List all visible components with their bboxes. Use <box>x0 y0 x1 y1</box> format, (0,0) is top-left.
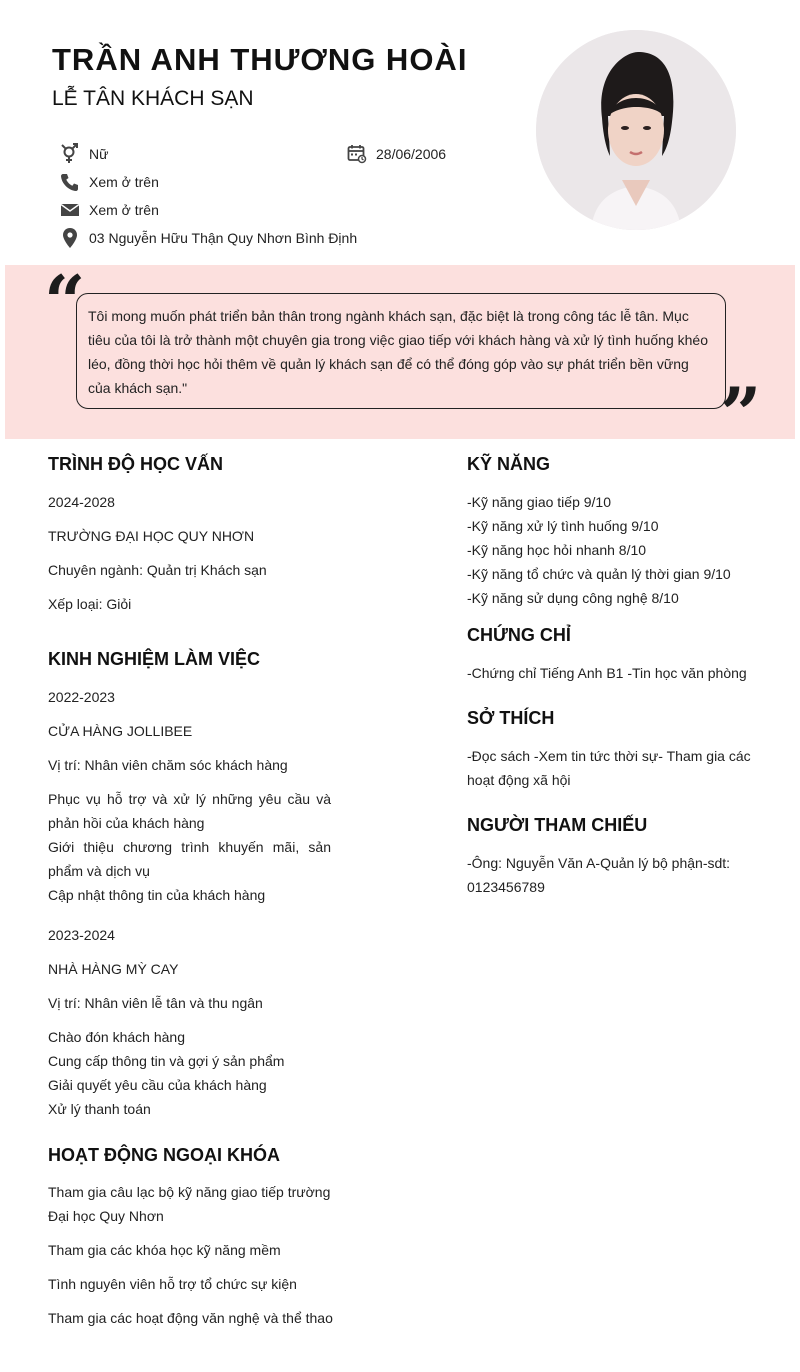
candidate-name: TRẦN ANH THƯƠNG HOÀI <box>52 42 468 77</box>
skills-title: KỸ NĂNG <box>467 454 551 474</box>
phone-icon <box>59 171 81 193</box>
skill-item: -Kỹ năng tổ chức và quản lý thời gian 9/10 <box>467 566 731 582</box>
address-row <box>59 227 357 249</box>
activity-item: Tham gia các hoạt động văn nghệ và thể thao <box>48 1310 333 1326</box>
job-company: CỬA HÀNG JOLLIBEE <box>48 723 193 739</box>
education-school: TRƯỜNG ĐẠI HỌC QUY NHƠN <box>48 528 255 544</box>
job-task: Giải quyết yêu cầu của khách hàng <box>48 1077 267 1093</box>
objective-text: Tôi mong muốn phát triển bản thân trong ngành khách sạn, đặc biệt là trong công tác lễ tân. Mục tiêu của tôi là trở thành một chuyên gia trong việc giao tiếp với khách hàng và xử lý tình huống khéo léo, đồng thời học hỏi thêm về quản lý khách sạn để có thể đóng góp vào sự phát triển bền vững của khách sạn." <box>76 293 726 409</box>
location-pin-icon <box>59 227 81 249</box>
phone-row <box>59 171 159 193</box>
certificates-title: CHỨNG CHỈ <box>467 625 571 645</box>
address-value: 03 Nguyễn Hữu Thận Quy Nhơn Bình Định <box>89 230 358 246</box>
skill-item: -Kỹ năng sử dụng công nghệ 8/10 <box>467 590 679 606</box>
hobbies-text: -Đọc sách -Xem tin tức thời sự- Tham gia các hoạt động xã hội <box>467 748 751 788</box>
activities-title: HOẠT ĐỘNG NGOẠI KHÓA <box>48 1145 280 1165</box>
job-position: Vị trí: Nhân viên lễ tân và thu ngân <box>48 995 263 1011</box>
references-text: -Ông: Nguyễn Văn A-Quản lý bộ phận-sdt: 0123456789 <box>467 855 731 895</box>
envelope-icon <box>59 199 81 221</box>
job-task: Chào đón khách hàng <box>48 1029 185 1045</box>
education-title: TRÌNH ĐỘ HỌC VẤN <box>48 454 223 474</box>
job-position: Vị trí: Nhân viên chăm sóc khách hàng <box>48 757 288 773</box>
education-major: Chuyên ngành: Quản trị Khách sạn <box>48 562 267 578</box>
profile-photo <box>536 30 736 230</box>
education-period: 2024-2028 <box>48 494 115 510</box>
gender-icon <box>59 143 81 165</box>
experience-title: KINH NGHIỆM LÀM VIỆC <box>48 649 261 669</box>
phone-value: Xem ở trên <box>89 174 159 190</box>
job-task: Giới thiệu chương trình khuyến mãi, sản phẩm và dịch vụ <box>48 839 331 879</box>
birthdate-value: 28/06/2006 <box>376 146 447 162</box>
email-row <box>59 199 159 221</box>
skill-item: -Kỹ năng học hỏi nhanh 8/10 <box>467 542 647 558</box>
activity-item: Tham gia các khóa học kỹ năng mềm <box>48 1242 281 1258</box>
skill-item: -Kỹ năng giao tiếp 9/10 <box>467 494 611 510</box>
close-quote-icon: ” <box>720 371 762 456</box>
references-title: NGƯỜI THAM CHIẾU <box>467 815 648 835</box>
job-task: Cung cấp thông tin và gợi ý sản phẩm <box>48 1053 285 1069</box>
job-task: Phục vụ hỗ trợ và xử lý những yêu cầu và phản hồi của khách hàng <box>48 791 331 831</box>
gender-row <box>59 143 108 165</box>
job-task: Cập nhật thông tin của khách hàng <box>48 887 266 903</box>
activity-item: Tình nguyên viên hỗ trợ tổ chức sự kiện <box>48 1276 297 1292</box>
birthdate-row <box>346 143 446 165</box>
open-quote-icon: “ <box>44 259 86 344</box>
calendar-icon <box>346 143 368 165</box>
certificates-text: -Chứng chỉ Tiếng Anh B1 -Tin học văn phòng <box>467 665 747 681</box>
skill-item: -Kỹ năng xử lý tình huống 9/10 <box>467 518 659 534</box>
gender-value: Nữ <box>89 146 109 162</box>
education-rank: Xếp loại: Giỏi <box>48 596 132 612</box>
job-title: LỄ TÂN KHÁCH SẠN <box>52 87 254 110</box>
job-company: NHÀ HÀNG MỲ CAY <box>48 961 179 977</box>
job-period: 2022-2023 <box>48 689 115 705</box>
job-task: Xử lý thanh toán <box>48 1101 151 1117</box>
activity-item: Tham gia câu lạc bộ kỹ năng giao tiếp trường Đại học Quy Nhơn <box>48 1184 331 1224</box>
job-period: 2023-2024 <box>48 927 115 943</box>
email-value: Xem ở trên <box>89 202 159 218</box>
hobbies-title: SỞ THÍCH <box>467 708 555 728</box>
